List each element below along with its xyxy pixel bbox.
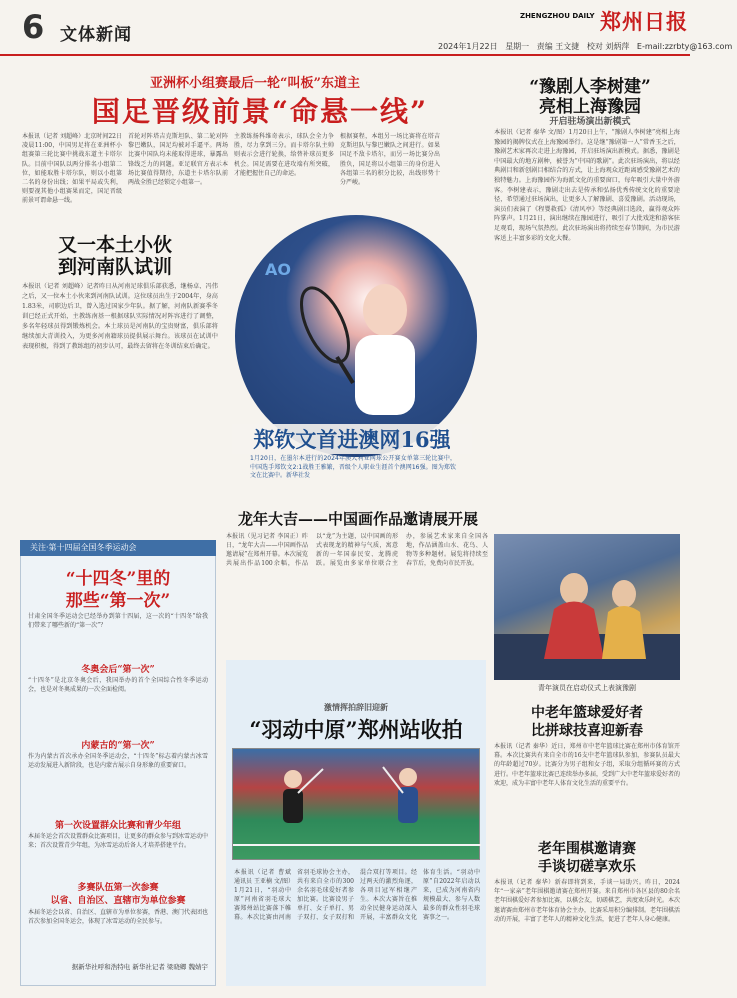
- story-basketball-body: 本报讯（记者 秦华）近日，郑州市中老年篮球比赛在郑州市体育馆开幕。本次比赛共有来自全市的16支中老年篮球队参加，参赛队员最大的年龄超过70岁。比赛分为男子组和女子组，采取分组循环赛的方式进行。中老年篮球比赛已连续举办多届，受到广大中老年篮球爱好者的欢迎，成为丰富中老年人体育文化生活的重要平台。: [494, 743, 681, 787]
- winter-games-body1: “十四冬”是北京冬奥会后，我国举办的首个全国综合性冬季运动会，也是对冬奥成果的一次全面检阅。: [28, 677, 208, 694]
- opera-stage-illustration: [494, 534, 680, 680]
- story-football-headline: 国足晋级前景“命悬一线”: [91, 95, 429, 128]
- story-opera-headline: 亮相上海豫园: [539, 97, 641, 117]
- story-football-col4: 根据赛程，本组另一场比赛将在塔吉克斯坦队与黎巴嫩队之间进行。如果国足不敌卡塔尔，而另一场比赛分出胜负，国足将以小组第三的身份进入各组第三名的积分比较，出线形势十分严峻。: [340, 133, 440, 187]
- issue-weekday: 星期一: [505, 42, 530, 51]
- story-football-col3: 主教练扬科维奇表示，球队会全力争胜，尽力拿到三分。而卡塔尔队主帅则表示会进行轮换，给替补球员更多机会。国足需要在进攻端有所突破，才能把握住自己的命运。: [234, 133, 334, 177]
- badminton-photo: [232, 748, 480, 860]
- winter-games-headline-1: “十四冬”里的: [65, 569, 171, 589]
- story-opera-subhead: 开启驻场演出新模式: [549, 117, 631, 127]
- winter-games-headline-2: 那些“第一次”: [65, 591, 171, 611]
- story-go-headline-2: 手谈切磋享欢乐: [538, 859, 636, 875]
- section-name: 文体新闻: [60, 25, 132, 45]
- winter-games-sub5: 以省、自治区、直辖市为单位参赛: [50, 896, 186, 906]
- opera-photo-caption: 青年演员在启动仪式上表演豫剧: [538, 684, 636, 692]
- story-opera-body: 本报讯（记者 秦华 文/图）1月20日上午，“豫剧人李树建”亮相上海豫园的揭牌仪式在上海豫园举行。这是继“豫剧第一人”常香玉之后，豫剧艺术家再次走进上海豫园，开启驻场演出新模式。据悉，豫剧是中国最大的地方剧种，被誉为“中国的歌剧”。此次驻场演出，将以经典剧目和新创剧目相结合的方式，让上海观众近距离感受豫剧艺术的独特魅力。上海豫园作为海派文化的重要窗口，每年吸引大量中外游客。李树建表示，豫剧走出去是传承和弘扬优秀传统文化的重要途径，希望通过驻场演出，让更多人了解豫剧、喜爱豫剧。活动现场，演员们表演了《程婴救孤》《清风亭》等经典剧目选段，赢得观众阵阵掌声。1月21日，演出继续在豫园进行，吸引了大批戏迷和游客驻足观看，现场气氛热烈。此次驻场演出将持续至春节期间，为市民游客送上丰富多彩的文化大餐。: [494, 129, 680, 242]
- story-football-col1: 本报讯（记者 刘超峰）北京时间22日凌晨11:00，中国男足将在亚洲杯小组赛第三轮比赛中挑战东道主卡塔尔队。目前中国队以两分排名小组第二位，如能取胜卡塔尔队，则以小组第二名的身份出线；如果平局或失利，则要视其他小组赛果而定，国足晋级前景可谓命悬一线。: [22, 133, 122, 205]
- winter-games-sub2: 内蒙古的“第一次”: [81, 741, 155, 751]
- tennis-photo: [232, 212, 480, 460]
- proof-credit: 校对 刘炳萍: [586, 42, 630, 51]
- story-trial-headline-2: 到河南队试训: [57, 256, 172, 278]
- story-tennis-headline: 郑钦文首进澳网16强: [232, 424, 472, 454]
- story-badminton-body: 本报讯（记者 曹斌 通讯员 王亚楠 文/图）1月21日，“羽动中原”河南省羽毛球大赛郑州站比赛落下帷幕。本次比赛由河南省羽毛球协会主办，共有来自全市的300余名羽毛球爱好者参加比赛。比赛设男子单打、女子单打、男子双打、女子双打和混合双打等项目。经过两天的激烈角逐，各项目冠军相继产生。本次大赛旨在推动全民健身运动深入开展，丰富群众文化体育生活。“羽动中原”自2022年启动以来，已成为河南省内规模最大、参与人数最多的群众性羽毛球赛事之一。: [234, 869, 480, 921]
- photo-banner-text: AO: [265, 260, 291, 279]
- story-tennis-caption: 1月20日，在墨尔本进行的2024年澳大利亚网球公开赛女单第三轮比赛中，中国选手郑钦文2:1战胜王雅繁，晋级个人职业生涯首个澳网16强。图为郑钦文在比赛中。新华社发: [250, 455, 456, 479]
- opera-photo: [494, 534, 680, 680]
- email-address: E-mail:zzrbty@163.com: [636, 42, 733, 51]
- winter-games-body4: 本届冬运会以省、自治区、直辖市为单位参赛，香港、澳门代表团也首次参加全国冬运会，体现了冰雪运动的全民参与。: [28, 909, 209, 926]
- story-painting-body: 本报讯（见习记者 李国正）昨日，“龙年大吉——中国画作品邀请展”在郑州开幕。本次展览共展出作品100余幅，作品以“龙”为主题，以中国画的形式表现龙的精神与气质，寓意新的一年国泰民安、龙腾虎跃。展览由多家单位联合主办，参展艺术家来自全国各地，作品涵盖山水、花鸟、人物等多种题材。展览将持续至春节后，免费向市民开放。: [226, 533, 488, 567]
- logo-english: ZHENGZHOU DAILY: [520, 12, 595, 20]
- story-go-body: 本报讯（记者 秦华）新春即将到来，手谈一局助兴。昨日，2024年“一家亲”老年围棋邀请赛在郑州开赛。来自郑州市各区县的80余名老年围棋爱好者参加比赛，以棋会友，切磋棋艺，共度欢乐时光。本次邀请赛由郑州市老年体育协会主办，比赛采用积分编排制。老年围棋活动的开展，丰富了老年人的精神文化生活，促进了老年人身心健康。: [494, 879, 681, 923]
- story-badminton-headline: “羽动中原”郑州站收拍: [249, 717, 463, 742]
- story-football-kicker: 亚洲杯小组赛最后一轮“叫板”东道主: [150, 76, 360, 91]
- winter-games-credit: 据新华社呼和浩特电 新华社记者 梁晓卿 魏婧宇: [71, 963, 208, 971]
- winter-games-sub3: 第一次设置群众比赛和青少年组: [54, 821, 181, 831]
- winter-games-body2: 作为内蒙古首次承办全国冬季运动会，“十四冬”标志着内蒙古冰雪运动发展进入新阶段，也是内蒙古展示自身形象的重要窗口。: [28, 753, 208, 770]
- dateline: [438, 41, 737, 52]
- winter-games-sub1: 冬奥会后“第一次”: [81, 665, 155, 675]
- editor-credit: 责编 王文捷: [536, 42, 580, 51]
- story-go-headline-1: 老年围棋邀请赛: [538, 841, 636, 857]
- story-basketball-headline-2: 比拼球技喜迎新春: [531, 723, 643, 739]
- winter-games-body3: 本届冬运会首次设置群众比赛项目，让更多的群众参与到冰雪运动中来；首次设置青少年组，为冰雪运动后备人才培养搭建平台。: [28, 833, 209, 850]
- issue-date: 2024年1月22日: [438, 42, 498, 51]
- story-badminton-kicker: 激情挥拍辞旧迎新: [324, 702, 388, 712]
- page-number: 6: [22, 8, 45, 46]
- masthead: [0, 0, 733, 56]
- winter-games-sub4: 多赛队伍第一次参赛: [77, 883, 159, 893]
- story-opera-kicker: “豫剧人李树建”: [529, 77, 651, 97]
- story-trial-headline-1: 又一本土小伙: [57, 234, 172, 256]
- story-basketball-headline-1: 中老年篮球爱好者: [531, 705, 643, 721]
- story-football-col2: 首轮对阵塔吉克斯坦队、第二轮对阵黎巴嫩队，国足均被对手逼平。两场比赛中国队均未能取得进球，暴露出锋线乏力的问题。亚足联官方表示本场比赛值得期待，东道主卡塔尔队前两战全胜已经锁定小组第一。: [128, 133, 228, 187]
- badminton-players-illustration: [233, 749, 481, 861]
- newspaper-logo: 郑州日报: [600, 9, 688, 34]
- winter-games-intro: 甘肃全国冬季运动会已经举办到第十四届，这一次的“十四冬”给我们带来了哪些新的“第一次”？: [28, 613, 208, 630]
- story-trial-body: 本报讯（记者 刘超峰）记者昨日从河南足球俱乐部获悉，继杨卓、冯伟之后，又一位本土小伙来到河南队试训。这位球员出生于2004年，身高1.83米，司职边后卫，曾入选过国家少年队。据了解，河南队新赛季冬训已经正式开始，主教练南基一根据球队实际情况对阵容进行了调整，多名年轻球员得到锻炼机会。本土球员是河南队的宝贵财富，俱乐部将继续加大青训投入，为更多河南籍球员提供展示舞台。该球员在试训中表现积极，得到了教练组的初步认可，最终去留将在冬训结束后确定。: [22, 283, 218, 350]
- winter-games-banner: 关注·第十四届全国冬季运动会: [20, 540, 216, 556]
- story-painting-headline: 龙年大吉——中国画作品邀请展开展: [237, 510, 478, 528]
